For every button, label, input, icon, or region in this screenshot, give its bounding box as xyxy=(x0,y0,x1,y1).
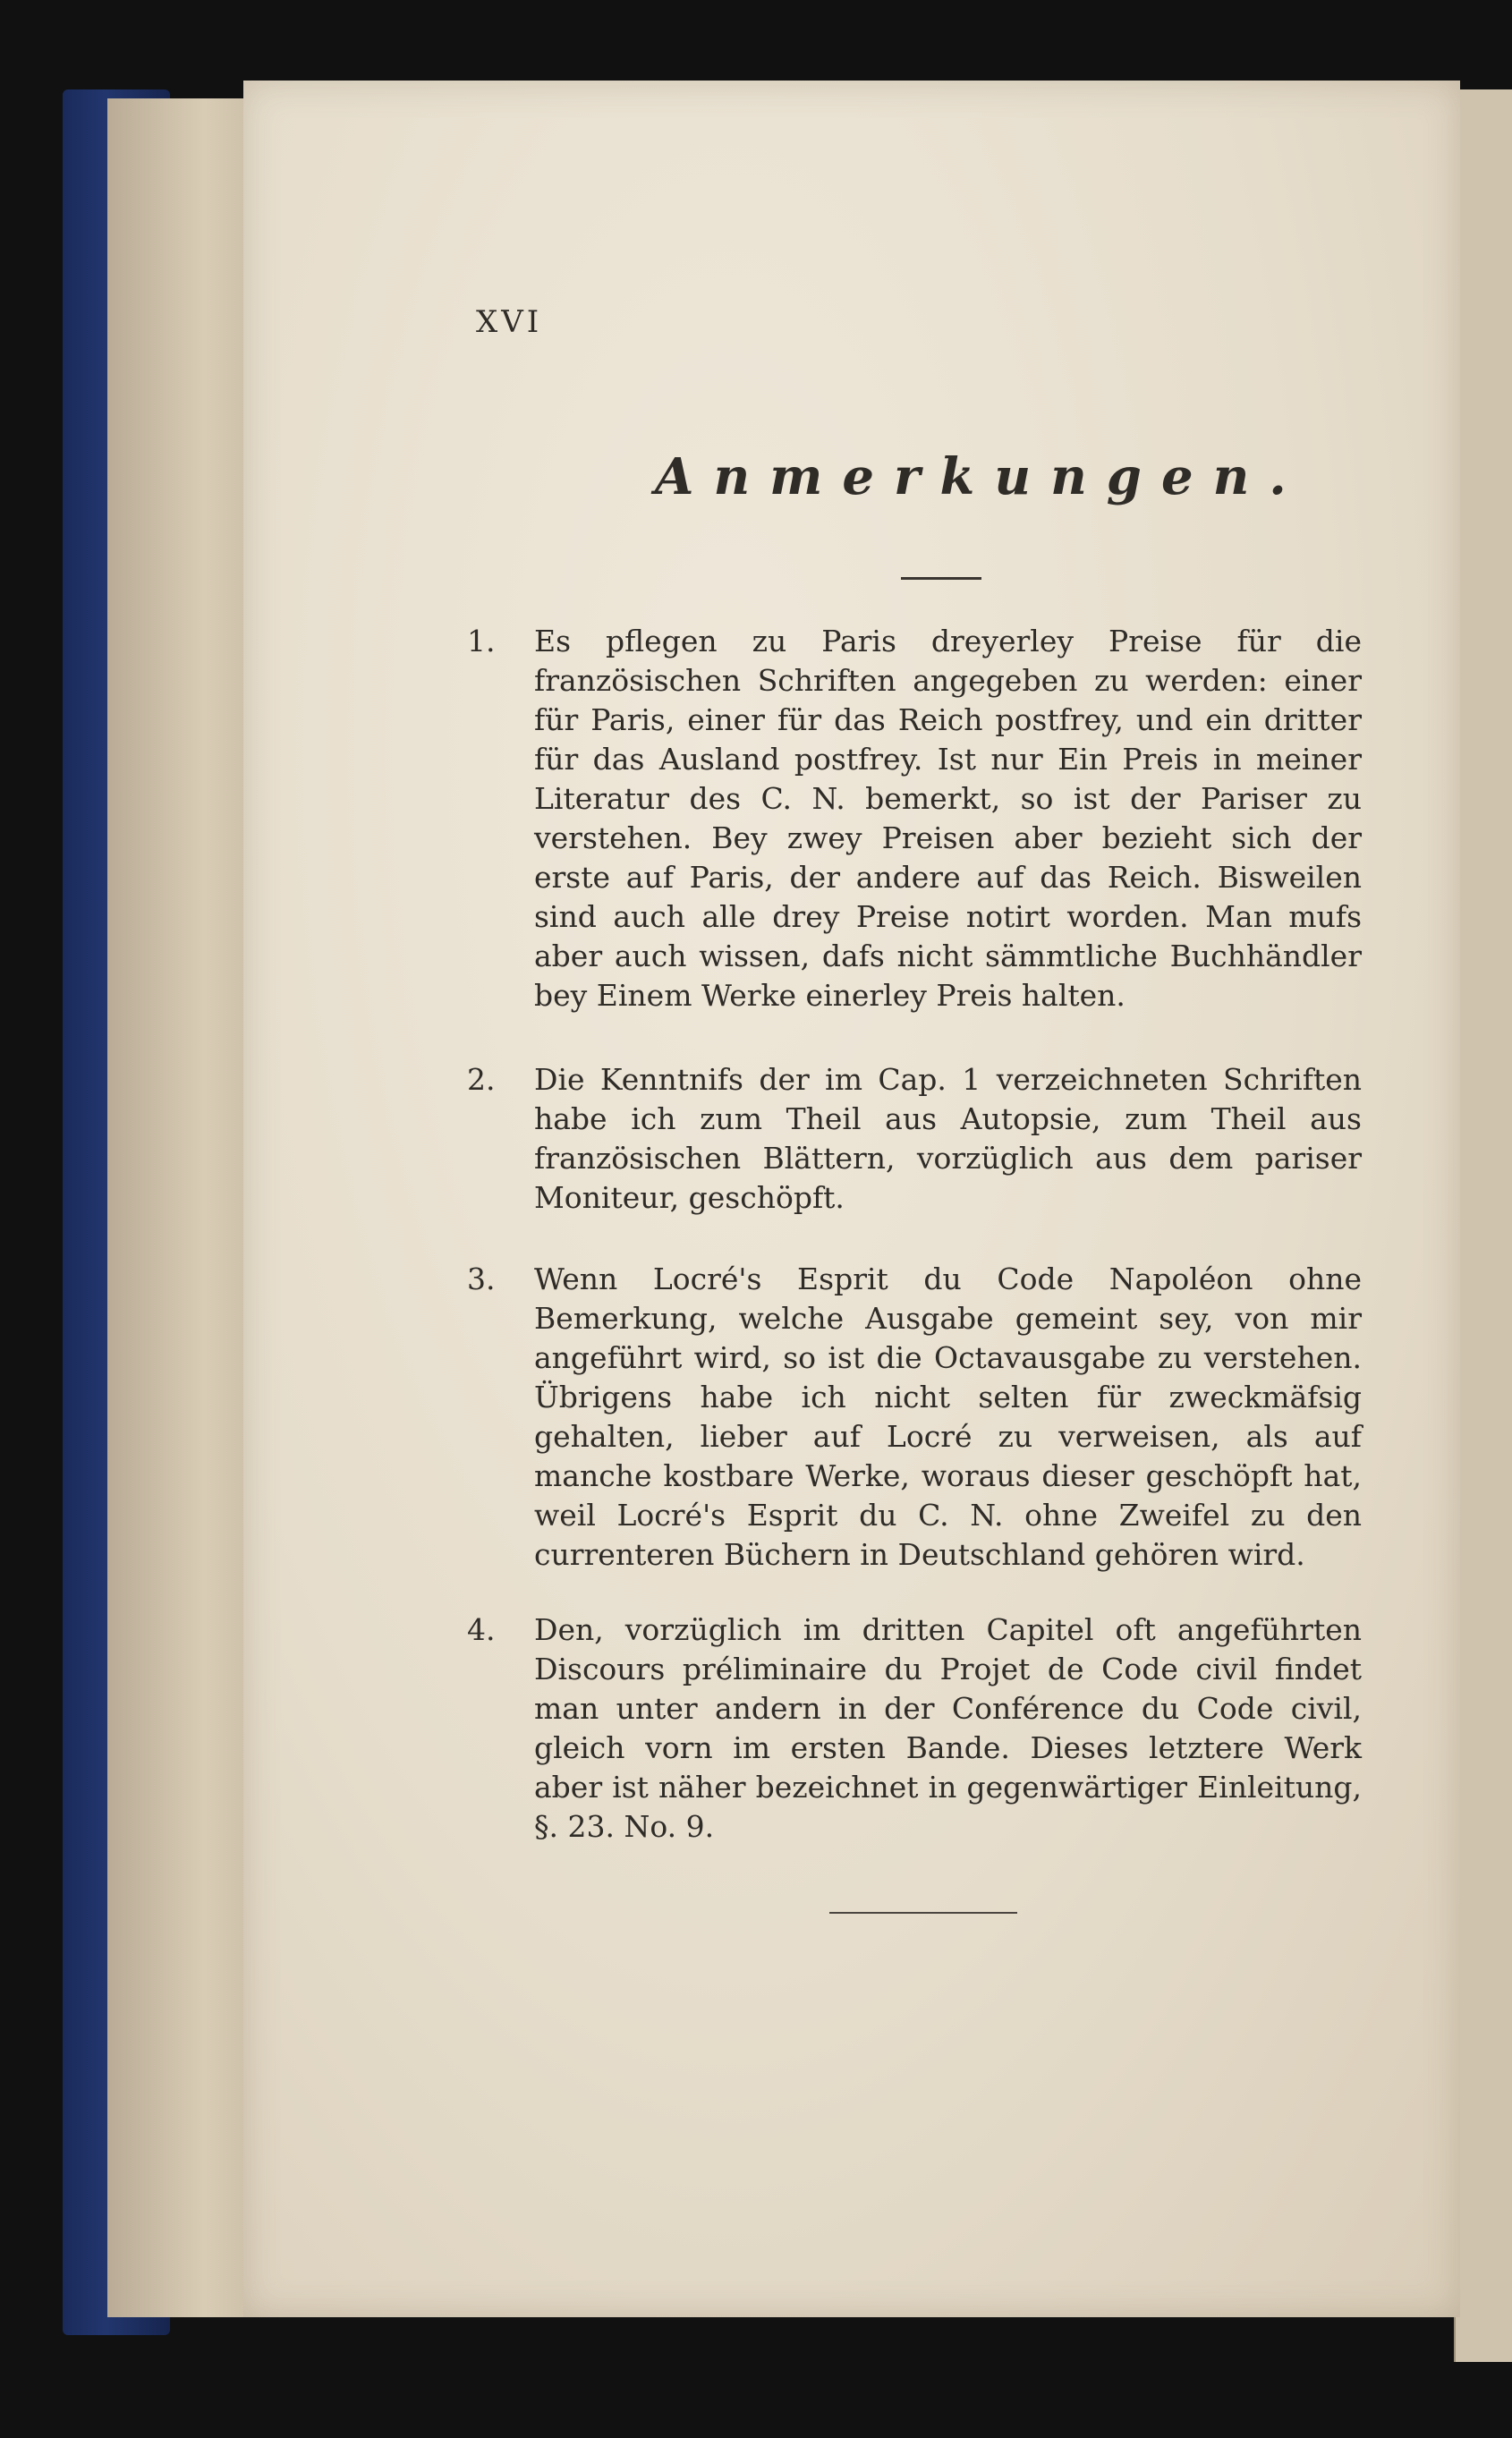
book-page xyxy=(243,81,1460,2317)
page-number: XVI xyxy=(476,304,543,340)
next-page-edge xyxy=(1454,89,1512,2362)
note-item xyxy=(467,1060,1362,1218)
note-text: Wenn Locré's Esprit du Code Napoléon ohne Bemerkung, welche Ausgabe gemeint sey, von mir angeführt wird, so ist die Octavausgabe zu verstehen. Übrigens habe ich nicht selten für zweckmäfsig gehalten, lieber auf Locré zu verweisen, als auf manche kostbare Werke, woraus dieser geschöpft hat, weil Locré's Esprit du C. N. ohne Zweifel zu den currenteren Büchern in Deutschland gehören wird. xyxy=(534,1261,1362,1572)
note-number: 3. xyxy=(467,1261,496,1296)
note-text: Den, vorzüglich im dritten Capitel oft angeführten Discours préliminaire du Projet de Code civil findet man unter andern in der Conférence du Code civil, gleich vorn im ersten Bande. Dieses letztere Werk aber ist näher bezeichnet in gegenwärtiger Einleitung, §. 23. No. 9. xyxy=(534,1612,1362,1844)
page-heading: Anmerkungen. xyxy=(655,447,1306,506)
note-number: 1. xyxy=(467,624,496,658)
heading-divider xyxy=(901,577,981,580)
note-item xyxy=(467,1610,1362,1847)
note-text: Die Kenntnifs der im Cap. 1 verzeichneten Schriften habe ich zum Theil aus Autopsie, zum Theil aus französischen Blättern, vorzüglich aus dem pariser Moniteur, geschöpft. xyxy=(534,1062,1362,1215)
note-text: Es pflegen zu Paris dreyerley Preise für die französischen Schriften angegeben zu werden: einer für Paris, einer für das Reich postfrey, und ein dritter für das Ausland postfrey. Ist nur Ein Preis in meiner Literatur des C. N. bemerkt, so ist der Pariser zu verstehen. Bey zwey Preisen aber bezieht sich der erste auf Paris, der andere auf das Reich. Bisweilen sind auch alle drey Preise notirt worden. Man mufs aber auch wissen, dafs nicht sämmtliche Buchhändler bey Einem Werke einerley Preis halten. xyxy=(534,624,1362,1013)
end-divider xyxy=(829,1912,1017,1914)
note-item xyxy=(467,1260,1362,1575)
note-number: 4. xyxy=(467,1612,496,1647)
note-number: 2. xyxy=(467,1062,496,1097)
note-item xyxy=(467,622,1362,1015)
